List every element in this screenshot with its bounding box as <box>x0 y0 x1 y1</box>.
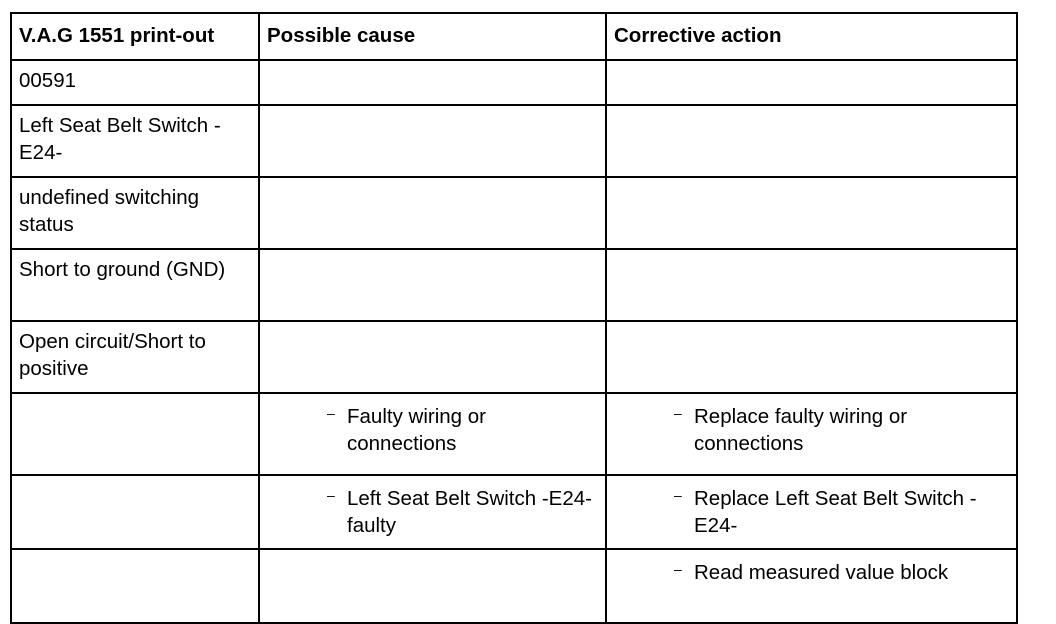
empty-cell <box>259 105 606 177</box>
corrective-action-cell <box>606 475 1017 549</box>
empty-cell <box>606 321 1017 393</box>
empty-cell <box>11 475 259 549</box>
header-row <box>11 13 1017 60</box>
header-corrective-action: Corrective action <box>606 13 1017 60</box>
empty-cell <box>606 60 1017 105</box>
dash-marker: – <box>327 405 335 421</box>
dash-marker: – <box>674 405 682 421</box>
bullet-item <box>614 482 1008 539</box>
table-row <box>11 249 1017 321</box>
table-row <box>11 177 1017 249</box>
header-print-out: V.A.G 1551 print-out <box>11 13 259 60</box>
bullet-item <box>267 400 597 457</box>
bullet-item <box>267 482 597 539</box>
fault-type-cell: Short to ground (GND) <box>11 249 259 321</box>
empty-cell <box>259 177 606 249</box>
action-text: Read measured value block <box>694 561 949 584</box>
empty-cell <box>11 393 259 475</box>
table-row <box>11 393 1017 475</box>
table-row <box>11 60 1017 105</box>
table-row <box>11 549 1017 623</box>
empty-cell <box>606 249 1017 321</box>
cause-text: Left Seat Belt Switch -E24- faulty <box>347 487 592 537</box>
empty-cell <box>259 60 606 105</box>
corrective-action-cell <box>606 549 1017 623</box>
empty-cell <box>606 177 1017 249</box>
bullet-item <box>614 556 1008 586</box>
empty-cell <box>11 549 259 623</box>
corrective-action-cell <box>606 393 1017 475</box>
empty-cell <box>259 249 606 321</box>
action-text: Replace Left Seat Belt Switch -E24- <box>694 487 977 537</box>
table-row <box>11 321 1017 393</box>
component-cell: Left Seat Belt Switch -E24- <box>11 105 259 177</box>
fault-table <box>10 12 1018 624</box>
empty-cell <box>259 321 606 393</box>
dash-marker: – <box>674 561 682 577</box>
cause-text: Faulty wiring or connections <box>347 405 486 455</box>
fault-type-cell: undefined switching status <box>11 177 259 249</box>
action-text: Replace faulty wiring or connections <box>694 405 908 455</box>
table-row <box>11 475 1017 549</box>
bullet-item <box>614 400 1008 457</box>
table-row <box>11 105 1017 177</box>
possible-cause-cell <box>259 475 606 549</box>
dash-marker: – <box>327 487 335 503</box>
possible-cause-cell <box>259 549 606 623</box>
possible-cause-cell <box>259 393 606 475</box>
dash-marker: – <box>674 487 682 503</box>
header-possible-cause: Possible cause <box>259 13 606 60</box>
fault-code-cell: 00591 <box>11 60 259 105</box>
empty-cell <box>606 105 1017 177</box>
fault-type-cell: Open circuit/Short to positive <box>11 321 259 393</box>
